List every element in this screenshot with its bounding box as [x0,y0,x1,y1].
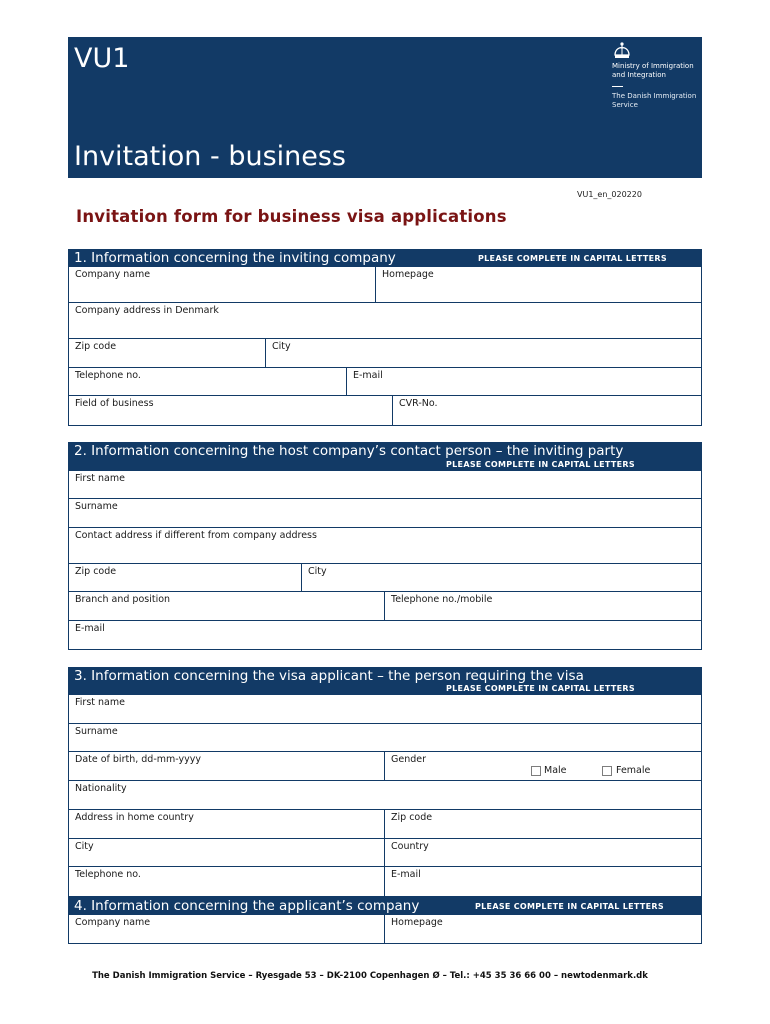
field-label: Company name [75,917,151,928]
date-of-birth-field[interactable] [68,751,385,781]
field-label: City [308,566,327,577]
company-address-field[interactable] [68,302,702,339]
contact-city-field[interactable] [301,563,702,592]
female-label: Female [616,765,651,776]
service-name: The Danish Immigration Service [612,92,697,109]
city-field[interactable] [265,338,702,368]
field-label: Homepage [391,917,443,928]
contact-first-name-field[interactable] [68,470,702,499]
home-address-field[interactable] [68,809,385,839]
field-label: E-mail [75,623,105,634]
capital-letters-note: PLEASE COMPLETE IN CAPITAL LETTERS [446,684,635,693]
company-name-field[interactable] [68,266,376,303]
field-label: Address in home country [75,812,194,823]
zip-code-field[interactable] [68,338,266,368]
field-label: Company name [75,269,151,280]
logo-divider [612,86,623,87]
email-field[interactable] [346,367,702,396]
capital-letters-note: PLEASE COMPLETE IN CAPITAL LETTERS [478,254,667,263]
header-banner [68,37,702,178]
field-label: E-mail [391,869,421,880]
male-label: Male [544,765,567,776]
applicant-email-field[interactable] [384,866,702,897]
country-field[interactable] [384,838,702,867]
royal-crown-icon [612,42,632,60]
field-label: Field of business [75,398,154,409]
field-label: Telephone no./mobile [391,594,493,605]
form-code: VU1 [74,43,130,74]
applicant-zip-code-field[interactable] [384,809,702,839]
document-id: VU1_en_020220 [577,190,642,199]
field-label: First name [75,697,125,708]
section-2-title: 2. Information concerning the host company’s contact person – the inviting party [74,443,624,459]
field-label: Company address in Denmark [75,305,219,316]
field-label: First name [75,473,125,484]
field-label: CVR-No. [399,398,438,409]
field-label: City [272,341,291,352]
branch-position-field[interactable] [68,591,385,621]
field-label: Zip code [75,341,117,352]
field-label: Gender [391,754,427,765]
contact-email-field[interactable] [68,620,702,650]
applicant-homepage-field[interactable] [384,914,702,944]
field-label: Branch and position [75,594,171,605]
section-1-header [68,249,702,267]
field-label: Zip code [391,812,433,823]
capital-letters-note: PLEASE COMPLETE IN CAPITAL LETTERS [475,902,664,911]
cvr-number-field[interactable] [392,395,702,426]
field-label: City [75,841,94,852]
gender-field [384,751,702,781]
field-label: E-mail [353,370,383,381]
field-label: Telephone no. [75,370,141,381]
section-4-header [68,897,702,915]
homepage-field[interactable] [375,266,702,303]
form-title: Invitation - business [74,141,346,172]
capital-letters-note: PLEASE COMPLETE IN CAPITAL LETTERS [446,460,635,469]
male-checkbox[interactable] [531,766,541,776]
section-3-header [68,667,702,695]
contact-surname-field[interactable] [68,498,702,528]
ministry-name: Ministry of Immigration and Integration [612,62,694,79]
field-label: Date of birth, dd-mm-yyyy [75,754,202,765]
field-label: Zip code [75,566,117,577]
applicant-surname-field[interactable] [68,723,702,752]
section-2-header [68,442,702,471]
field-label: Contact address if different from company address [75,530,317,541]
female-checkbox[interactable] [602,766,612,776]
section-3-title: 3. Information concerning the visa applicant – the person requiring the visa [74,668,584,684]
field-label: Surname [75,501,118,512]
field-label: Homepage [382,269,434,280]
telephone-mobile-field[interactable] [384,591,702,621]
section-4-title: 4. Information concerning the applicant’s company [74,898,420,914]
contact-address-field[interactable] [68,527,702,564]
telephone-field[interactable] [68,367,347,396]
applicant-city-field[interactable] [68,838,385,867]
applicant-first-name-field[interactable] [68,694,702,724]
field-of-business-field[interactable] [68,395,393,426]
field-label: Nationality [75,783,127,794]
field-label: Surname [75,726,118,737]
applicant-telephone-field[interactable] [68,866,385,897]
contact-zip-code-field[interactable] [68,563,302,592]
field-label: Country [391,841,429,852]
document-heading: Invitation form for business visa applications [76,207,507,226]
section-1-title: 1. Information concerning the inviting company [74,250,396,266]
nationality-field[interactable] [68,780,702,810]
footer-contact: The Danish Immigration Service – Ryesgade 53 – DK-2100 Copenhagen Ø – Tel.: +45 35 36 66 00 – newtodenmark.dk [92,971,648,981]
applicant-company-name-field[interactable] [68,914,385,944]
field-label: Telephone no. [75,869,141,880]
